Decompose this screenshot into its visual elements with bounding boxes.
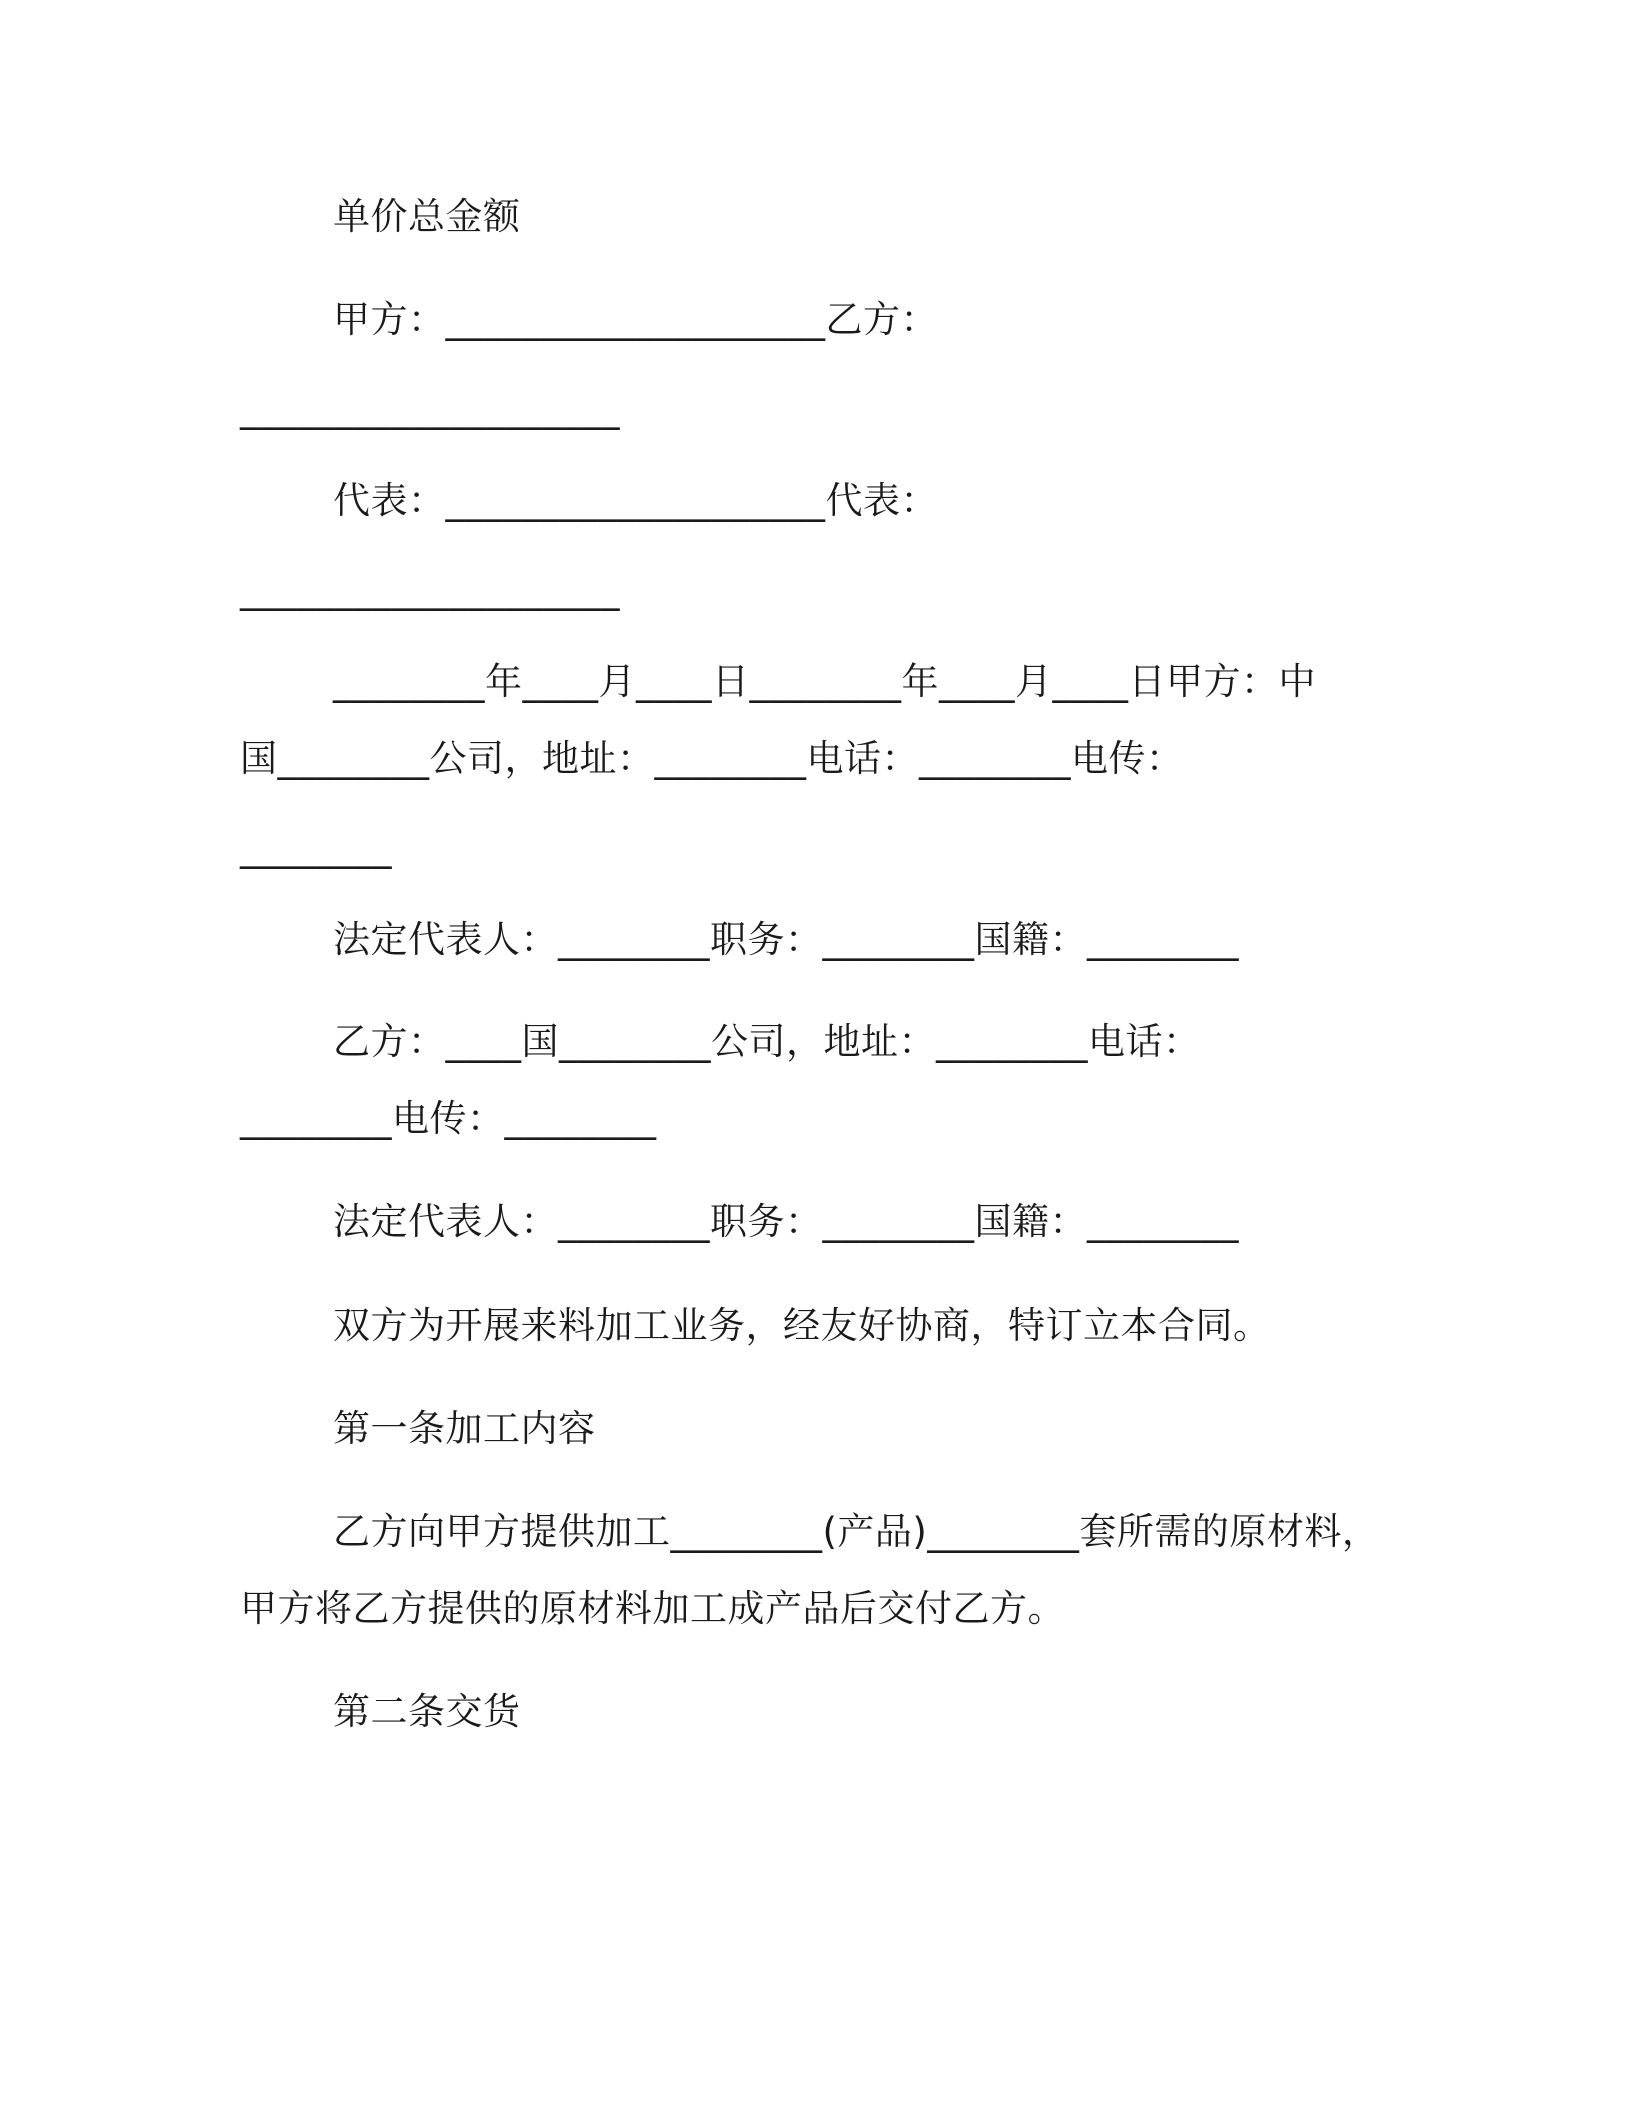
article-1-heading: 第一条加工内容 [333,1407,596,1450]
contract-purpose-paragraph: 双方为开展来料加工业务，经友好协商，特订立本合同。 [333,1304,1271,1347]
unit-price-total-heading: 单价总金额 [333,195,521,238]
representative-line: 代表：____________________代表： [333,479,938,522]
date-and-party-a-line: ________年____月____日________年____月____日甲方：中 [333,660,1316,703]
party-a-b-line: 甲方：____________________乙方： [333,298,938,341]
article-1-paragraph-line-2: 甲方将乙方提供的原材料加工成产品后交付乙方。 [240,1587,1065,1630]
party-a-company-line: 国________公司，地址：________电话：________电传： [240,737,1184,780]
article-2-heading: 第二条交货 [333,1690,521,1733]
representative-blank-line: ____________________ [240,568,620,611]
party-a-fax-blank-line: ________ [240,826,392,869]
article-1-paragraph-line-1: 乙方向甲方提供加工________(产品)________套所需的原材料， [333,1510,1380,1553]
party-b-fax-line: ________电传：________ [240,1097,657,1140]
party-a-legal-rep-line: 法定代表人：________职务：________国籍：________ [333,918,1239,961]
party-b-legal-rep-line: 法定代表人：________职务：________国籍：________ [333,1200,1239,1243]
party-b-company-line: 乙方：____国________公司，地址：________电话： [333,1020,1201,1063]
party-b-blank-line: ____________________ [240,387,620,430]
